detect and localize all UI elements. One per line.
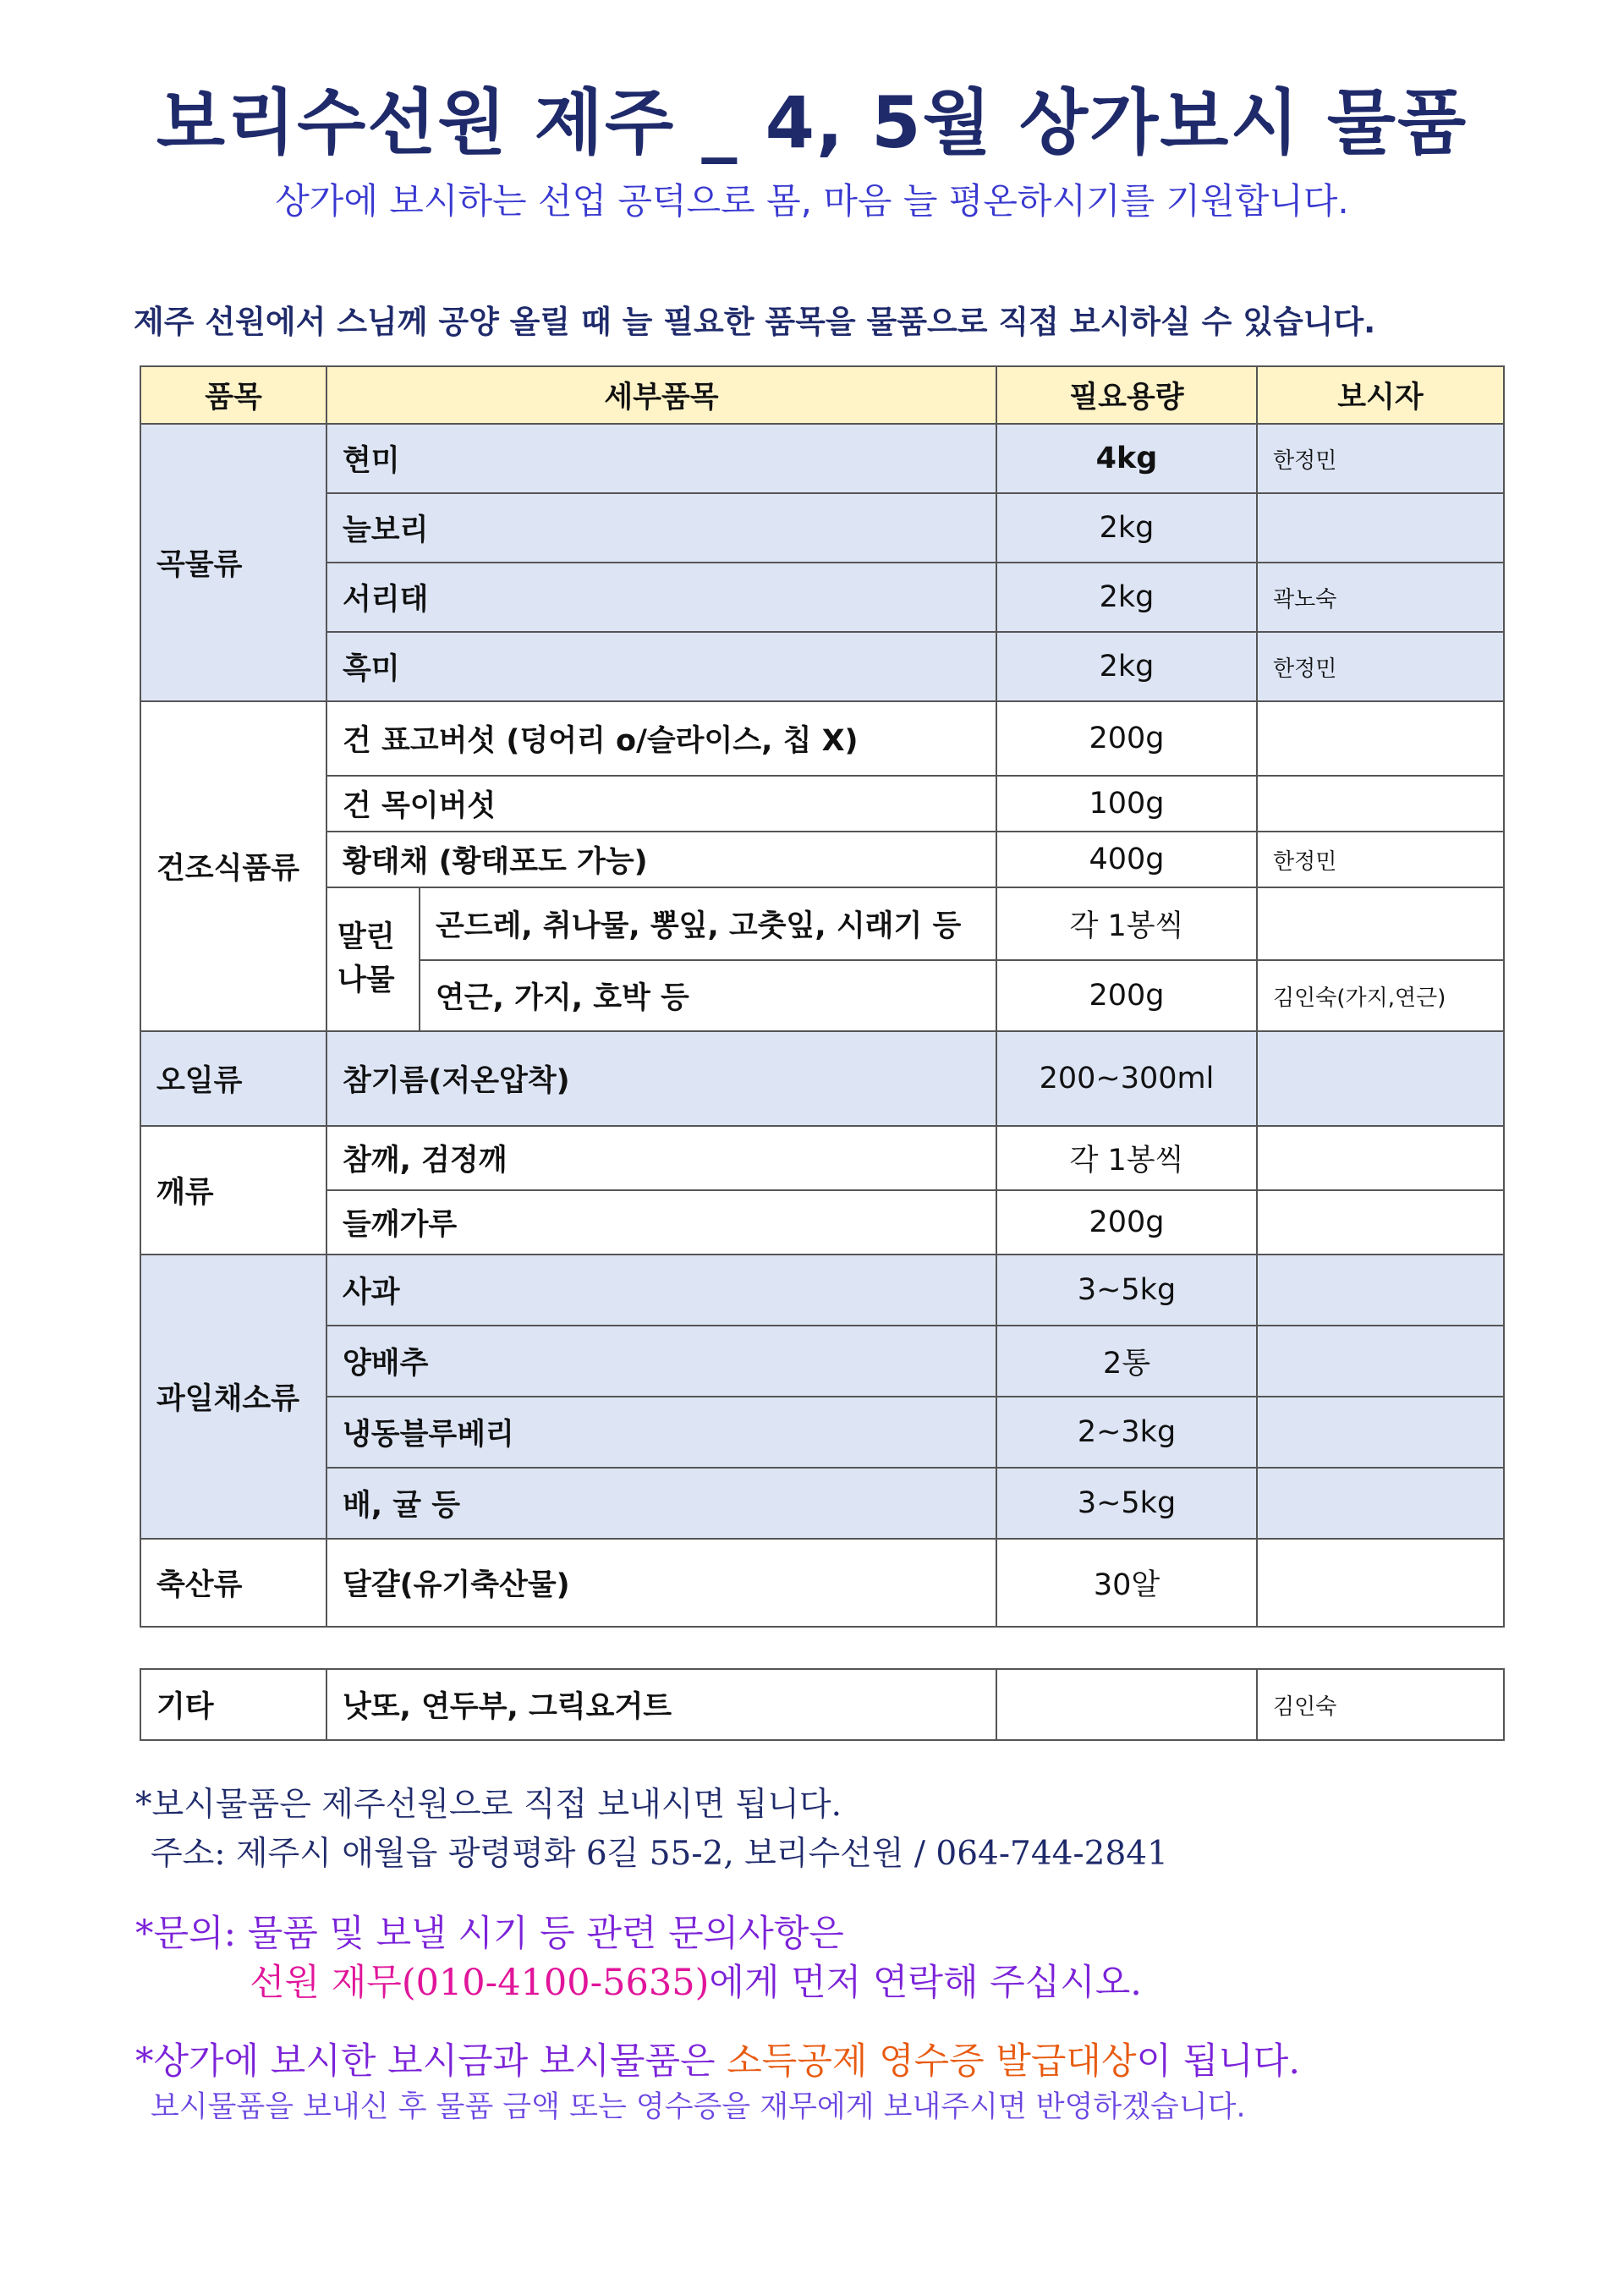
header-donor: 보시자 [1257,366,1504,424]
table-row [140,776,1504,832]
item-name: 배, 귤 등 [326,1468,996,1539]
subcategory-label-line1: 말린 [337,920,395,955]
item-donor [1257,1031,1504,1126]
etc-items-table [140,1668,1505,1741]
note-contact [250,1954,1142,2006]
item-name: 황태채 (황태포도 가능) [326,832,996,887]
note-address: 주소: 제주시 애월읍 광령평화 6길 55-2, 보리수선원 / 064-744-2841 [151,1835,1168,1873]
table-row [140,1126,1504,1190]
item-donor [1257,493,1504,563]
item-quantity: 3~5kg [996,1468,1257,1539]
tax-highlight: 소득공제 영수증 발급대상 [727,2040,1137,2083]
category-sesame: 깨류 [140,1126,326,1255]
table-row [140,1669,1504,1740]
item-quantity: 2kg [996,563,1257,632]
note-delivery: *보시물품은 제주선원으로 직접 보내시면 됩니다. [135,1786,842,1824]
item-quantity [996,1669,1257,1740]
table-row [140,1468,1504,1539]
item-name: 곤드레, 취나물, 뽕잎, 고춧잎, 시래기 등 [420,887,996,960]
item-name: 냉동블루베리 [326,1397,996,1468]
item-quantity: 30알 [996,1539,1257,1627]
table-row [140,1190,1504,1255]
item-name: 흑미 [326,632,996,701]
table-row [140,563,1504,632]
header-category: 품목 [140,366,326,424]
category-grain: 곡물류 [140,424,326,701]
item-name: 사과 [326,1255,996,1326]
item-donor [1257,1397,1504,1468]
item-quantity: 2kg [996,632,1257,701]
item-quantity: 200~300ml [996,1031,1257,1126]
category-fruit-vegetable: 과일채소류 [140,1255,326,1539]
item-donor: 한정민 [1257,424,1504,493]
table-row [140,1539,1504,1627]
item-name: 참기름(저온압착) [326,1031,996,1126]
item-donor [1257,701,1504,776]
item-donor [1257,887,1504,960]
intro-text: 제주 선원에서 스님께 공양 올릴 때 늘 필요한 품목을 물품으로 직접 보시하실 수 있습니다. [134,304,1376,340]
item-name: 양배추 [326,1326,996,1397]
item-quantity: 2통 [996,1326,1257,1397]
item-donor [1257,1255,1504,1326]
header-quantity: 필요용량 [996,366,1257,424]
item-name: 낫또, 연두부, 그릭요거트 [326,1669,996,1740]
item-donor [1257,1539,1504,1627]
item-name: 달걀(유기축산물) [326,1539,996,1627]
donation-items-table [140,365,1505,1628]
item-donor [1257,1126,1504,1190]
page-subtitle: 상가에 보시하는 선업 공덕으로 몸, 마음 늘 평온하시기를 기원합니다. [275,180,1349,222]
item-name: 참깨, 검정깨 [326,1126,996,1190]
item-donor: 곽노숙 [1257,563,1504,632]
category-etc: 기타 [140,1669,326,1740]
note-receipt-submit: 보시물품을 보내신 후 물품 금액 또는 영수증을 재무에게 보내주시면 반영하겠습니다. [151,2090,1246,2124]
item-quantity: 200g [996,1190,1257,1255]
table-row [140,424,1504,493]
contact-rest: 에게 먼저 연락해 주십시오. [709,1962,1142,2004]
table-row [140,1397,1504,1468]
category-oil: 오일류 [140,1031,326,1126]
table-row [140,701,1504,776]
header-detail: 세부품목 [326,366,996,424]
item-quantity: 3~5kg [996,1255,1257,1326]
item-quantity: 200g [996,960,1257,1031]
table-row [140,1031,1504,1126]
table-row [140,1326,1504,1397]
table-row [140,493,1504,563]
item-name: 들깨가루 [326,1190,996,1255]
item-quantity: 각 1봉씩 [996,887,1257,960]
item-donor [1257,1326,1504,1397]
table-row [140,832,1504,887]
note-tax-receipt [135,2033,1300,2084]
item-quantity: 4kg [996,424,1257,493]
item-donor [1257,776,1504,832]
table-row [140,1255,1504,1326]
subcategory-label-line2: 나물 [337,964,395,997]
table-row [140,632,1504,701]
table-row [140,887,1504,960]
contact-highlight: 선원 재무(010-4100-5635) [250,1962,710,2004]
item-donor: 한정민 [1257,832,1504,887]
tax-note-start: *상가에 보시한 보시금과 보시물품은 [135,2040,727,2083]
item-donor: 한정민 [1257,632,1504,701]
item-name: 서리태 [326,563,996,632]
table-header-row [140,366,1504,424]
item-quantity: 2kg [996,493,1257,563]
page-title: 보리수선원 제주 _ 4, 5월 상가보시 물품 [156,81,1468,164]
item-name: 건 목이버섯 [326,776,996,832]
subcategory-dried-greens [326,887,420,1031]
item-donor: 김인숙 [1257,1669,1504,1740]
item-donor [1257,1468,1504,1539]
item-quantity: 2~3kg [996,1397,1257,1468]
item-name: 늘보리 [326,493,996,563]
item-donor [1257,1190,1504,1255]
item-name: 현미 [326,424,996,493]
item-quantity: 각 1봉씩 [996,1126,1257,1190]
tax-note-end: 이 됩니다. [1136,2040,1301,2083]
item-quantity: 100g [996,776,1257,832]
category-livestock: 축산류 [140,1539,326,1627]
category-dried: 건조식품류 [140,701,326,1031]
note-inquiry: *문의: 물품 및 보낼 시기 등 관련 문의사항은 [135,1913,844,1955]
item-name: 연근, 가지, 호박 등 [420,960,996,1031]
item-name: 건 표고버섯 (덩어리 o/슬라이스, 칩 X) [326,701,996,776]
item-donor: 김인숙(가지,연근) [1257,960,1504,1031]
item-quantity: 200g [996,701,1257,776]
item-quantity: 400g [996,832,1257,887]
